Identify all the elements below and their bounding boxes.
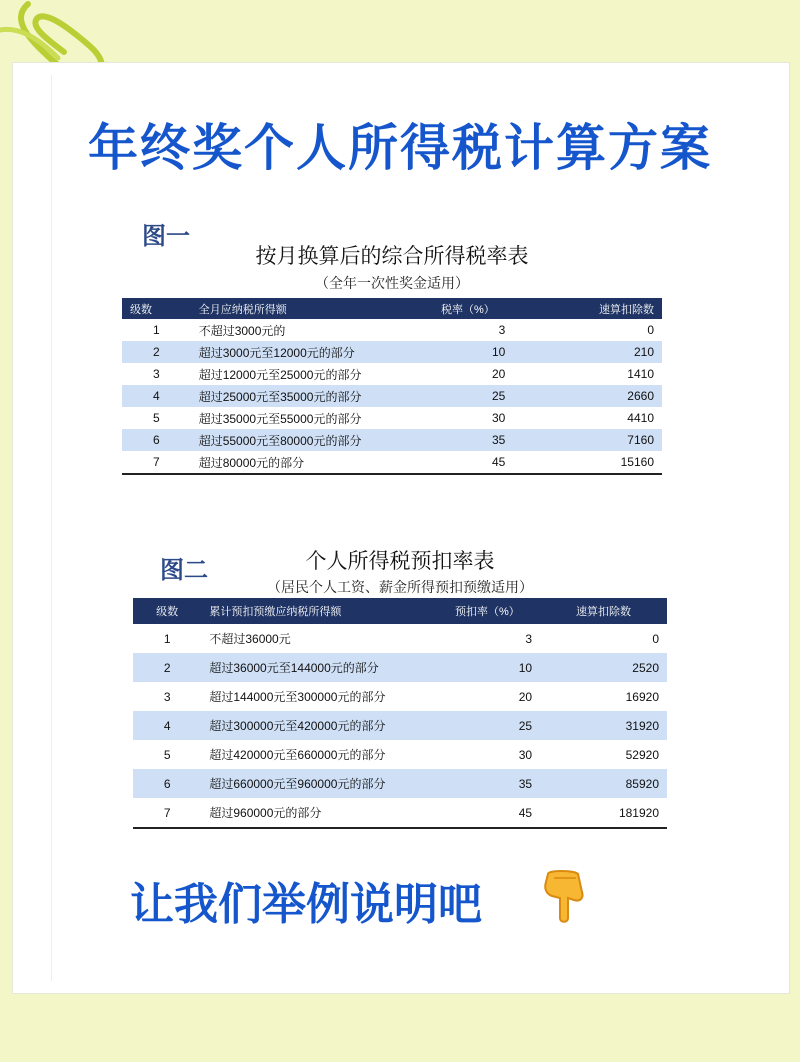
header-level: 级数 (122, 298, 191, 319)
cell-level: 7 (163, 805, 171, 820)
cell-deduction: 2520 (540, 653, 667, 682)
cell-income: 不超过3000元的 (198, 323, 286, 338)
cell-income: 超过12000元至25000元的部分 (198, 367, 362, 382)
cell-rate: 45 (491, 455, 506, 469)
cell-income: 超过35000元至55000元的部分 (198, 411, 362, 426)
header-income: 全月应纳税所得额 (191, 298, 433, 319)
cell-deduction: 31920 (540, 711, 667, 740)
header-rate: 税率（%） (433, 298, 513, 319)
table-row (133, 769, 667, 798)
cell-level: 5 (163, 747, 171, 762)
figure-1-label: 图一 (142, 221, 190, 250)
cell-rate: 25 (435, 711, 540, 740)
table-row (122, 363, 662, 385)
cell-deduction: 16920 (625, 689, 659, 704)
cell-level: 2 (122, 341, 191, 363)
cell-deduction: 0 (652, 631, 659, 646)
cell-income: 超过420000元至660000元的部分 (209, 748, 386, 762)
cell-level: 6 (122, 429, 191, 451)
cell-income: 超过144000元至300000元的部分 (209, 690, 386, 704)
header-level: 级数 (133, 598, 201, 624)
cell-income: 超过660000元至960000元的部分 (201, 769, 434, 798)
cell-deduction: 1410 (627, 367, 654, 381)
header-income: 累计预扣预缴应纳税所得额 (201, 598, 434, 624)
cell-deduction: 2660 (513, 385, 662, 407)
cell-deduction: 15160 (620, 455, 654, 469)
table-2-title: 个人所得税预扣率表 (305, 549, 495, 573)
table-row (133, 740, 667, 769)
paper-sheet (12, 62, 790, 994)
table-header-row (122, 298, 662, 319)
table-row (122, 385, 662, 407)
tax-rate-table-2 (133, 598, 667, 829)
table-row (133, 653, 667, 682)
cell-rate: 30 (518, 747, 533, 762)
table-row (133, 711, 667, 740)
table-row (122, 319, 662, 341)
cell-rate: 25 (433, 385, 513, 407)
cell-income: 超过80000元的部分 (198, 455, 305, 470)
table-row (133, 682, 667, 711)
table-header-row (133, 598, 667, 624)
figure-2-label: 图二 (160, 555, 208, 584)
cell-rate: 10 (433, 341, 513, 363)
cell-rate: 35 (435, 769, 540, 798)
table-row (122, 429, 662, 451)
cell-income: 超过960000元的部分 (209, 806, 322, 820)
margin-line (51, 75, 52, 981)
cell-income: 超过55000元至80000元的部分 (191, 429, 433, 451)
cell-deduction: 7160 (513, 429, 662, 451)
cell-level: 1 (153, 323, 160, 337)
table-row (133, 624, 667, 653)
cell-level: 2 (133, 653, 201, 682)
cell-level: 4 (133, 711, 201, 740)
cell-deduction: 210 (513, 341, 662, 363)
tax-rate-table-1 (122, 298, 662, 475)
cell-rate: 45 (518, 805, 533, 820)
cell-rate: 20 (518, 689, 533, 704)
header-deduction: 速算扣除数 (513, 298, 662, 319)
cell-level: 3 (163, 689, 171, 704)
cell-level: 7 (153, 455, 160, 469)
cell-deduction: 4410 (627, 411, 654, 425)
table-row (122, 407, 662, 429)
header-rate: 预扣率（%） (435, 598, 540, 624)
cell-deduction: 85920 (540, 769, 667, 798)
cell-level: 1 (163, 631, 171, 646)
table-row (133, 798, 667, 828)
table-2-subtitle: （居民个人工资、薪金所得预扣预缴适用） (267, 580, 533, 596)
header-deduction: 速算扣除数 (540, 598, 667, 624)
cell-deduction: 52920 (625, 747, 659, 762)
page-title: 年终奖个人所得税计算方案 (88, 119, 712, 177)
table-1-subtitle: （全年一次性奖金适用） (315, 276, 469, 292)
cell-rate: 30 (491, 411, 506, 425)
cell-level: 4 (122, 385, 191, 407)
pointing-down-hand-icon (540, 868, 590, 924)
table-row (122, 451, 662, 474)
example-heading: 让我们举例说明吧 (130, 879, 482, 930)
cell-rate: 3 (498, 323, 506, 337)
cell-rate: 10 (435, 653, 540, 682)
cell-income: 超过3000元至12000元的部分 (191, 341, 433, 363)
cell-deduction: 181920 (618, 805, 659, 820)
cell-income: 超过25000元至35000元的部分 (191, 385, 433, 407)
cell-level: 3 (153, 367, 160, 381)
cell-rate: 3 (525, 631, 533, 646)
cell-deduction: 0 (647, 323, 654, 337)
table-row (122, 341, 662, 363)
cell-income: 不超过36000元 (209, 632, 291, 646)
cell-income: 超过300000元至420000元的部分 (201, 711, 434, 740)
table-1-title: 按月换算后的综合所得税率表 (255, 244, 529, 268)
cell-rate: 35 (433, 429, 513, 451)
cell-rate: 20 (491, 367, 506, 381)
cell-level: 5 (153, 411, 160, 425)
cell-income: 超过36000元至144000元的部分 (201, 653, 434, 682)
cell-level: 6 (133, 769, 201, 798)
